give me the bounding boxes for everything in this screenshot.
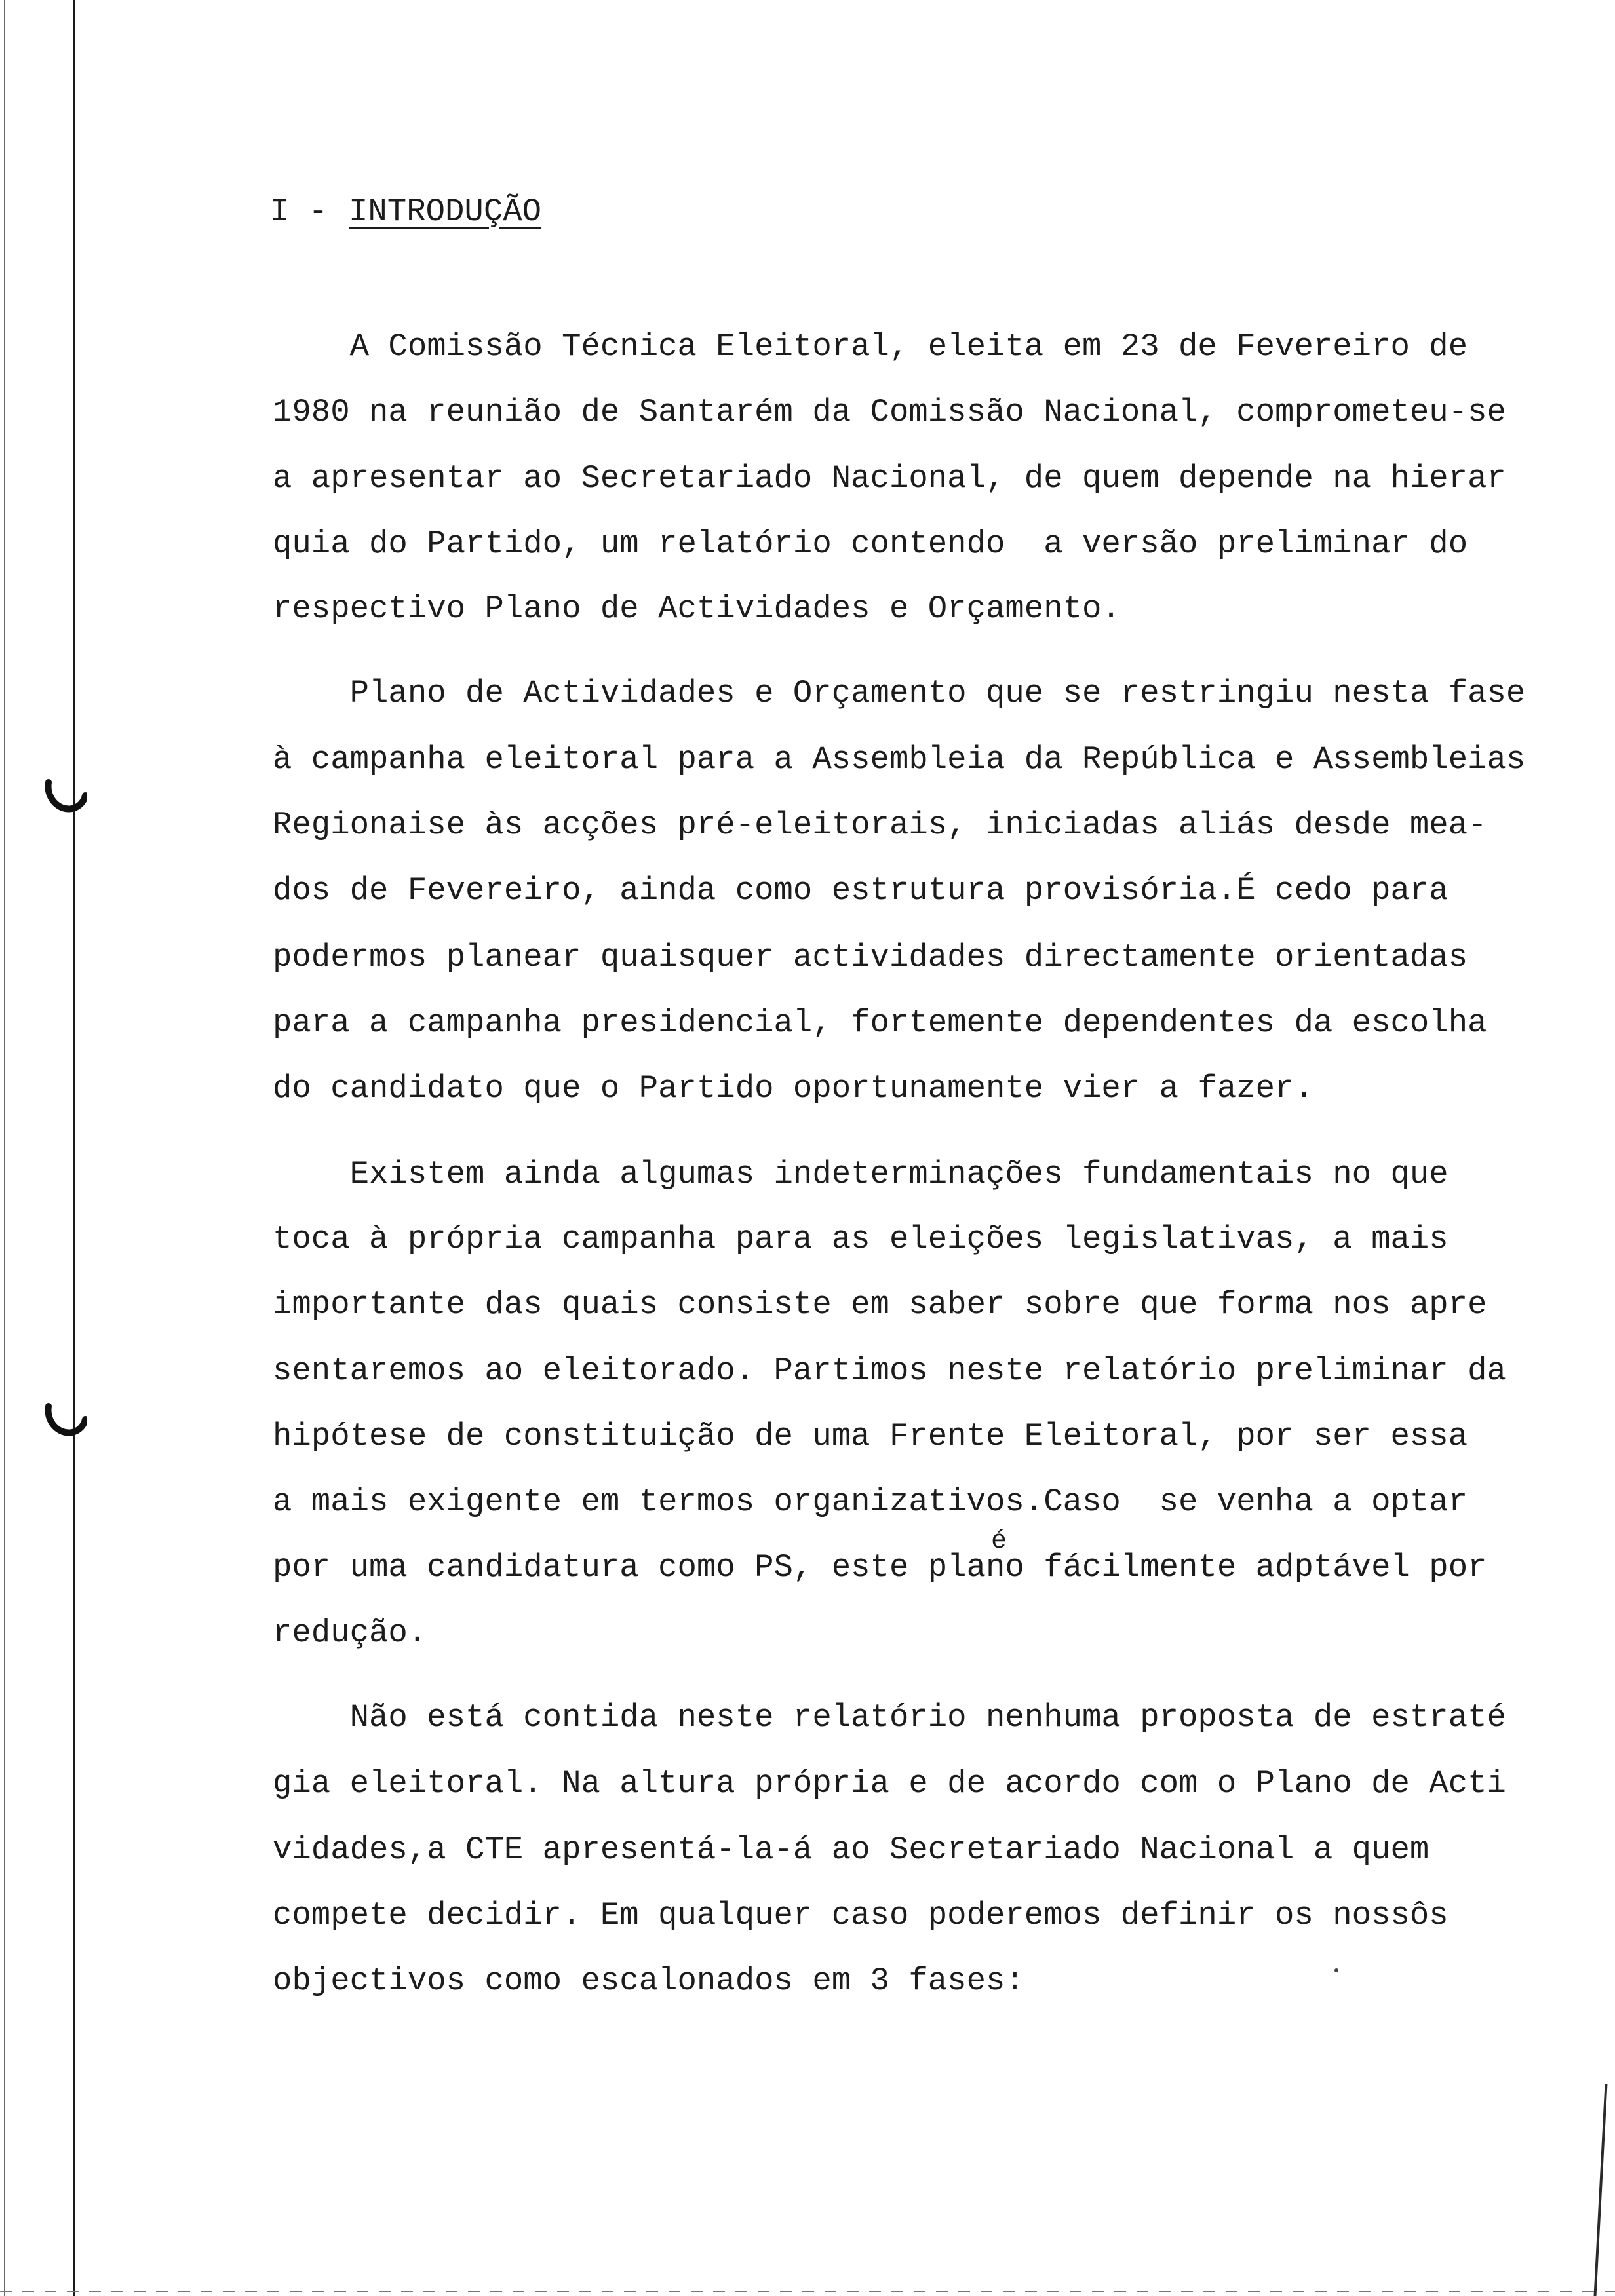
text-line: A Comissão Técnica Eleitoral, eleita em 23 de Fevereiro de: [273, 328, 1468, 365]
scan-bottom-edge: [0, 2291, 1615, 2292]
text-line: 1980 na reunião de Santarém da Comissão Nacional, comprometeu-se: [273, 394, 1506, 430]
text-line: para a campanha presidencial, fortemente dependentes da escolha: [273, 1004, 1487, 1041]
text-line: redução.: [273, 1615, 427, 1651]
text-line: objectivos como escalonados em 3 fases:: [273, 1962, 1024, 1999]
section-title: INTRODUÇÃO: [349, 193, 542, 230]
text-line: Plano de Actividades e Orçamento que se restringiu nesta fase: [273, 675, 1526, 712]
text-line: compete decidir. Em qualquer caso poderemos definir os nossôs: [273, 1897, 1449, 1934]
text-line: hipótese de constituição de uma Frente Eleitoral, por ser essa: [273, 1418, 1468, 1455]
text-line: toca à própria campanha para as eleições legislativas, a mais: [273, 1221, 1449, 1257]
scan-speck: [1334, 1968, 1338, 1972]
text-line: a apresentar ao Secretariado Nacional, de quem depende na hierar: [273, 460, 1506, 497]
text-line: respectivo Plano de Actividades e Orçamento.: [273, 590, 1121, 627]
text-line: do candidato que o Partido oportunamente vier a fazer.: [273, 1070, 1313, 1107]
text-line: à campanha eleitoral para a Assembleia da República e Assembleias: [273, 741, 1526, 778]
text-line: por uma candidatura como PS, este plano fácilmente adptável por: [273, 1549, 1487, 1586]
text-line: Regionaise às acções pré-eleitorais, iniciadas aliás desde mea-: [273, 807, 1487, 843]
scan-right-edge: [1594, 2084, 1608, 2296]
section-number: I -: [270, 193, 328, 230]
text-line: sentaremos ao eleitorado. Partimos neste relatório preliminar da: [273, 1352, 1506, 1389]
text-line: vidades,a CTE apresentá-la-á ao Secretariado Nacional a quem: [273, 1831, 1430, 1868]
text-line: podermos planear quaisquer actividades directamente orientadas: [273, 939, 1468, 976]
text-line: a mais exigente em termos organizativos.Caso se venha a optar: [273, 1483, 1468, 1520]
handwritten-insertion: é: [991, 1527, 1007, 1556]
text-line: quia do Partido, um relatório contendo a versão preliminar do: [273, 526, 1468, 562]
text-line: gia eleitoral. Na altura própria e de acordo com o Plano de Acti: [273, 1765, 1506, 1802]
text-line: Não está contida neste relatório nenhuma proposta de estraté: [273, 1699, 1506, 1736]
text-line: importante das quais consiste em saber sobre que forma nos apre: [273, 1286, 1487, 1323]
text-line: dos de Fevereiro, ainda como estrutura provisória.É cedo para: [273, 872, 1449, 909]
text-line: Existem ainda algumas indeterminações fundamentais no que: [273, 1156, 1449, 1193]
